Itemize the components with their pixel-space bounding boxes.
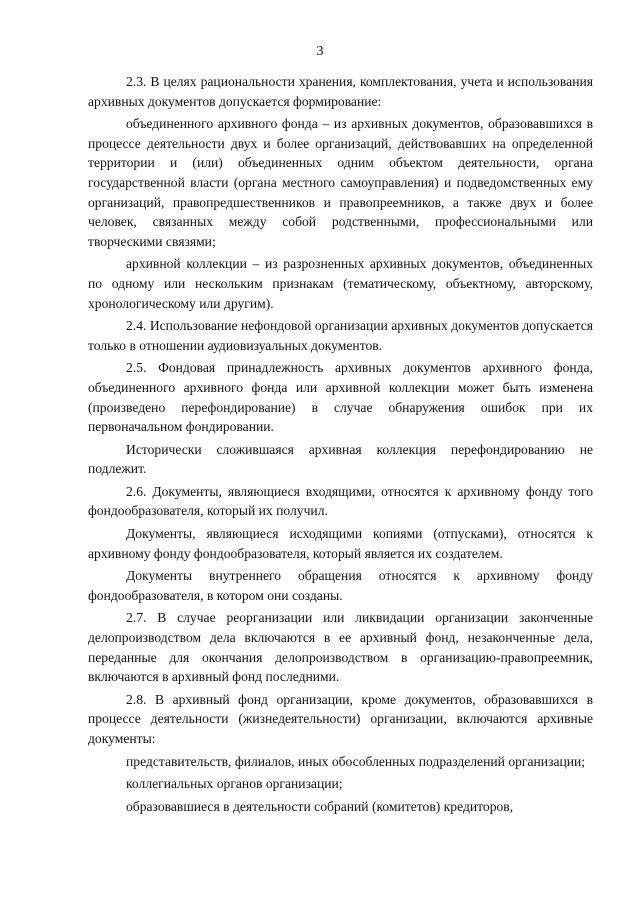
paragraph-2-3: 2.3. В целях рациональности хранения, комплектования, учета и использования архивных документов допускается формирование: — [88, 74, 593, 109]
paragraph-2-8: 2.8. В архивный фонд организации, кроме документов, образовавшихся в процессе деятельности (жизнедеятельности) организации, включаются архивные документы: — [88, 691, 593, 746]
paragraph-2-6: 2.6. Документы, являющиеся входящими, относятся к архивному фонду того фондообразователя, который их получил. — [88, 483, 593, 519]
paragraph-combined-fund: объединенного архивного фонда – из архивных документов, образовавшихся в процессе деятельности двух и более организаций, действовавших на определенной территории и (или) объединенных одним объектом деятельности, органа государственной власти (органа местного самоуправления) и подведомственных ему организаций, правопредшественников и правопреемников, а также двух и более человек, связанных между собой родственными, профессиональными или творческими связями; — [88, 116, 593, 249]
paragraph-2-5: 2.5. Фондовая принадлежность архивных документов архивного фонда, объединенного архивного фонда или архивной коллекции может быть изменена (произведено перефондирование) в случае обнаружения ошибок при их первоначальном фондировании. — [88, 360, 593, 435]
paragraph-2-4: 2.4. Использование нефондовой организации архивных документов допускается только в отношении аудиовизуальных документов. — [88, 318, 593, 353]
page-number: 3 — [316, 44, 324, 59]
paragraph-archive-collection: архивной коллекции – из разрозненных архивных документов, объединенных по одному или нескольким признакам (тематическому, объектному, авторскому, хронологическому или другим). — [88, 256, 593, 311]
document-body — [88, 72, 593, 816]
paragraph-historical-collection: Исторически сложившаяся архивная коллекция перефондированию не подлежит. — [88, 441, 593, 477]
paragraph-outgoing-copies: Документы, являющиеся исходящими копиями (отпусками), относятся к архивному фонду фондообразователя, который является их создателем. — [88, 526, 593, 561]
paragraph-creditors: образовавшиеся в деятельности собраний (комитетов) кредиторов, — [126, 798, 514, 814]
paragraph-collegial-bodies: коллегиальных органов организации; — [126, 776, 343, 792]
paragraph-branches: представительств, филиалов, иных обособленных подразделений организации; — [126, 753, 586, 769]
paragraph-internal-documents: Документы внутреннего обращения относятся к архивному фонду фондообразователя, в котором они созданы. — [88, 568, 593, 603]
paragraph-2-7: 2.7. В случае реорганизации или ликвидации организации законченные делопроизводством дела включаются в ее архивный фонд, незаконченные дела, переданные для окончания делопроизводством в организацию-правопреемник, включаются в архивный фонд последними. — [88, 610, 593, 685]
